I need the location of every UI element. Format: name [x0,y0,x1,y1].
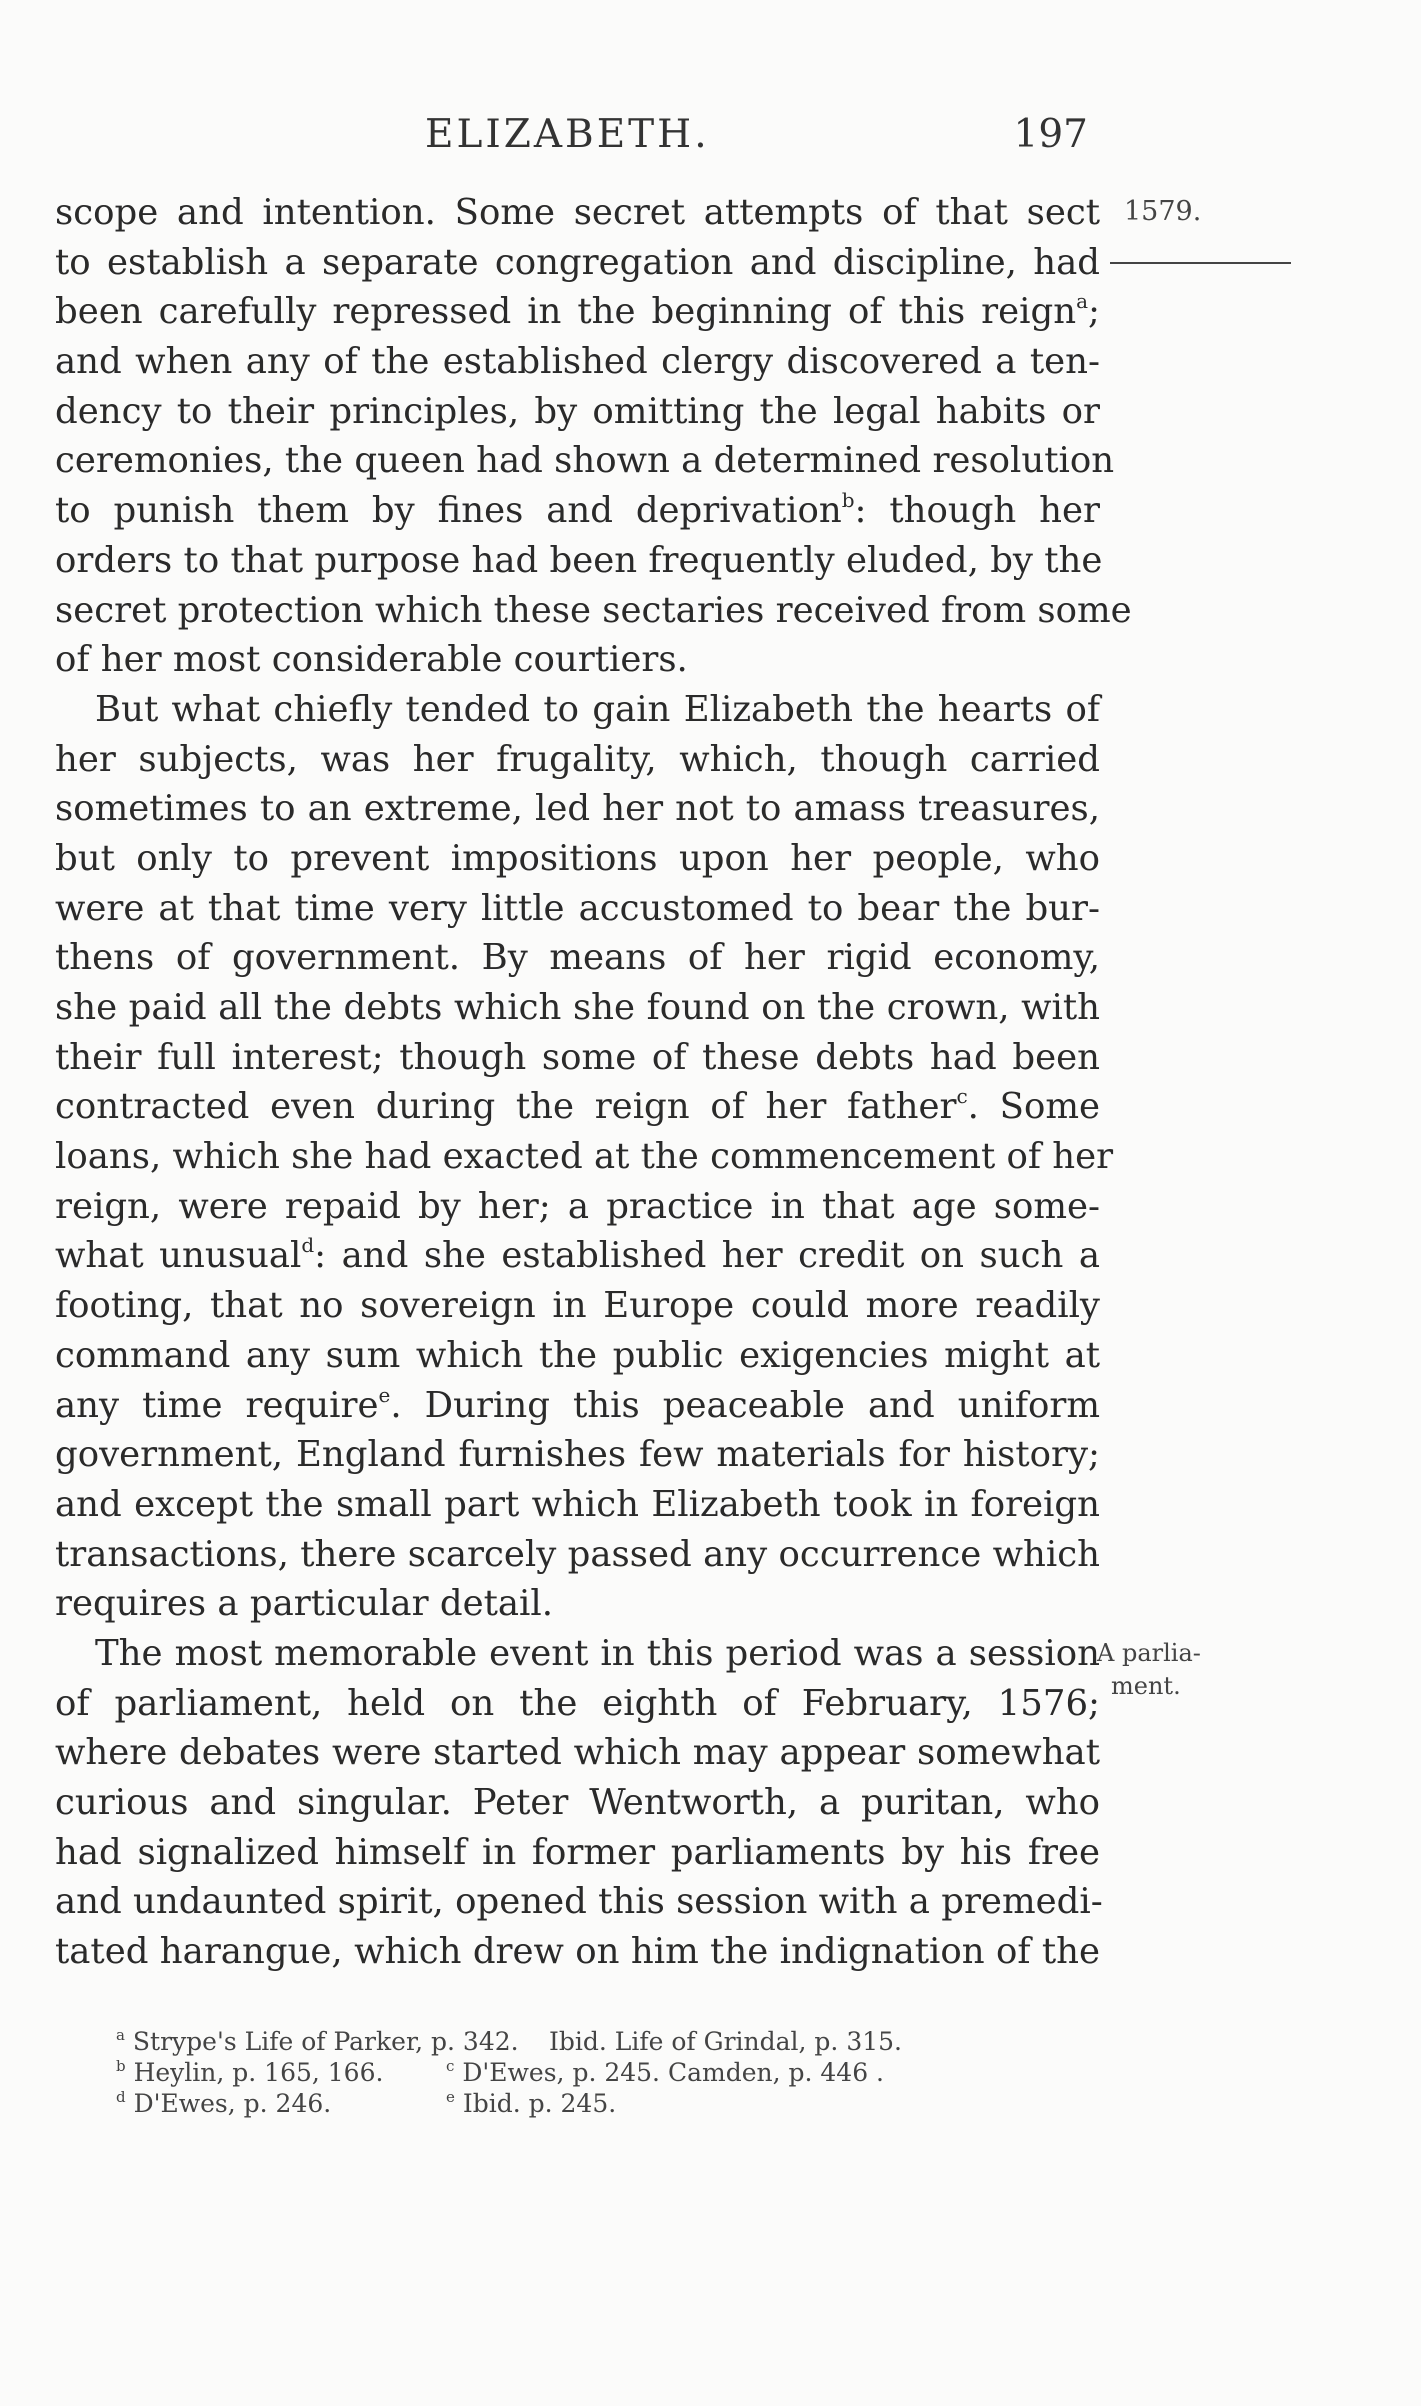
text-line: sometimes to an extreme, led her not to amass treasures, [55,788,1100,830]
footnote-ref-d: d [301,1233,315,1258]
footnote-row [116,2088,1096,2119]
text-line: any time require$^e$. During this peaceable and uniform [55,1382,1101,1426]
margin-note [1097,1637,1227,1703]
footnote: $^d$ D'Ewes, p. 246. [116,2088,332,2118]
text-line: dency to their principles, by omitting the legal habits or [55,390,1100,432]
text-line: command any sum which the public exigencies might at [55,1334,1100,1376]
footnote-ref-c: c [956,1084,968,1109]
footnote-row [116,2057,1096,2088]
text-line: of her most considerable courtiers. [55,639,688,681]
text-line: reign, were repaid by her; a practice in that age some- [55,1185,1100,1227]
text-line: and undaunted spirit, opened this session with a premedi- [55,1881,1103,1923]
margin-note-line-2: ment. [1111,1672,1181,1700]
text-line: ceremonies, the queen had shown a determined resolution [55,440,1115,482]
text-line: to punish them by fines and deprivation$^b$: though her [55,488,1100,532]
text-line: orders to that purpose had been frequently eluded, by the [55,539,1103,581]
text-line: tated harangue, which drew on him the indignation of the [55,1931,1100,1973]
footnote: Ibid. Life of Grindal, p. 315. [549,2027,902,2056]
footnotes [116,2026,1096,2119]
text-line: contracted even during the reign of her father$^c$. Some [55,1084,1101,1128]
text-line: of parliament, held on the eighth of February, 1576; [55,1682,1100,1724]
text-line: secret protection which these sectaries received from some [55,589,1132,631]
text-line: were at that time very little accustomed to bear the bur- [55,887,1100,929]
footnote-row [116,2026,1096,2057]
running-title: ELIZABETH. [425,112,710,157]
text-line: and when any of the established clergy discovered a ten- [55,341,1100,383]
footnote-ref-a: a [1076,289,1089,314]
page-header [400,112,1100,172]
text-line: her subjects, was her frugality, which, though carried [55,738,1100,780]
text-line: and except the small part which Elizabeth took in foreign [55,1483,1100,1525]
text-line: their full interest; though some of these debts had been [55,1036,1100,1078]
text-line: been carefully repressed in the beginning of this reign$^a$; [55,289,1100,333]
text-line: loans, which she had exacted at the commencement of her [55,1136,1114,1178]
text-line: thens of government. By means of her rigid economy, [55,937,1100,979]
footnote: $^e$ Ibid. p. 245. [446,2088,617,2118]
text-line: scope and intention. Some secret attempts of that sect [55,192,1100,233]
page-number: 197 [1013,112,1088,157]
footnote: $^b$ Heylin, p. 165, 166. [116,2057,384,2087]
text-line: government, England furnishes few materials for history; [55,1434,1100,1476]
text-line: requires a particular detail. [55,1583,554,1625]
body-text [55,188,1132,1977]
text-line: had signalized himself in former parliaments by his free [55,1831,1100,1873]
text-line: to establish a separate congregation and discipline, had [55,241,1100,283]
footnote: $^c$ D'Ewes, p. 245. Camden, p. 446 . [446,2057,884,2087]
margin-note-line-1: A parlia- [1097,1639,1201,1667]
text-line: curious and singular. Peter Wentworth, a puritan, who [55,1782,1100,1823]
footnote-ref-e: e [378,1382,391,1407]
margin-divider [1110,262,1291,264]
text-line: what unusual$^d$: and she established her credit on such a [55,1233,1101,1277]
footnote-ref-b: b [841,488,855,513]
text-line: transactions, there scarcely passed any occurrence which [55,1533,1100,1575]
text-line: But what chiefly tended to gain Elizabeth the hearts of [95,688,1100,730]
text-line: where debates were started which may appear somewhat [55,1732,1100,1774]
text-line: footing, that no sovereign in Europe could more readily [55,1285,1100,1327]
text-line: but only to prevent impositions upon her people, who [55,837,1100,879]
margin-year: 1579. [1124,196,1202,227]
text-line: she paid all the debts which she found on the crown, with [55,987,1100,1028]
text-line: The most memorable event in this period was a session [95,1632,1100,1674]
footnote: $^a$ Strype's Life of Parker, p. 342. [116,2026,519,2056]
